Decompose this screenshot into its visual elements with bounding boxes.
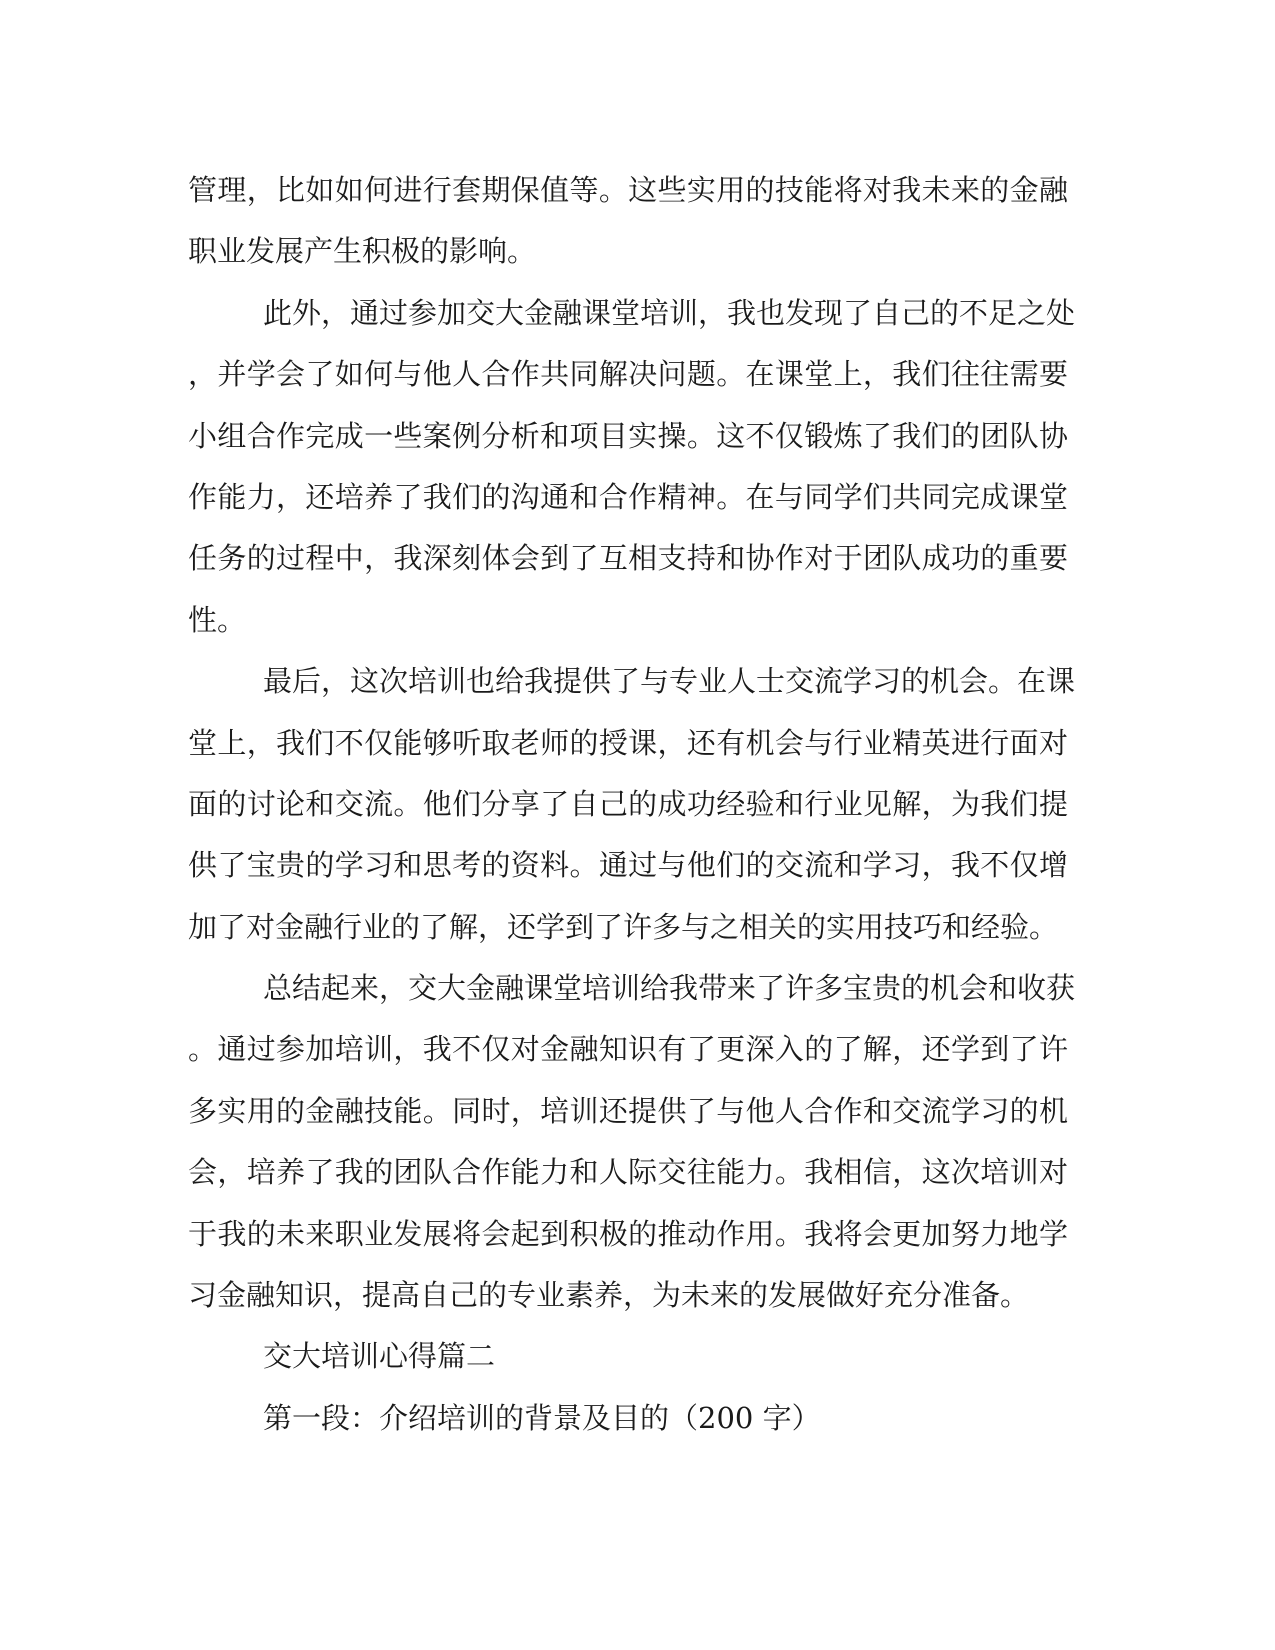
- text-line: 堂上，我们不仅能够听取老师的授课，还有机会与行业精英进行面对: [188, 725, 1068, 760]
- text-line: 性。: [188, 602, 247, 637]
- section-heading: [188, 1326, 1068, 1387]
- paragraph-1: [188, 160, 1068, 283]
- paragraph-3: [188, 651, 1076, 958]
- heading-text: 交大培训心得篇二: [263, 1339, 496, 1374]
- text-line: 多实用的金融技能。同时，培训还提供了与他人合作和交流学习的机: [188, 1093, 1068, 1128]
- subheading-text: 第一段：介绍培训的背景及目的（200 字）: [263, 1400, 821, 1435]
- text-line: 会，培养了我的团队合作能力和人际交往能力。我相信，这次培训对: [188, 1155, 1068, 1190]
- text-line: 作能力，还培养了我们的沟通和合作精神。在与同学们共同完成课堂: [188, 479, 1068, 514]
- text-line: 最后，这次培训也给我提供了与专业人士交流学习的机会。在课: [263, 664, 1076, 699]
- text-line: 管理，比如如何进行套期保值等。这些实用的技能将对我未来的金融: [188, 173, 1068, 207]
- text-line: 。通过参加培训，我不仅对金融知识有了更深入的了解，还学到了许: [188, 1032, 1068, 1067]
- text-line: ，并学会了如何与他人合作共同解决问题。在课堂上，我们往往需要: [188, 357, 1068, 392]
- text-line: 面的讨论和交流。他们分享了自己的成功经验和行业见解，为我们提: [188, 786, 1068, 821]
- section-subheading: [188, 1388, 1068, 1449]
- text-line: 此外，通过参加交大金融课堂培训，我也发现了自己的不足之处: [263, 295, 1076, 330]
- text-line: 供了宝贵的学习和思考的资料。通过与他们的交流和学习，我不仅增: [188, 848, 1068, 883]
- text-line: 于我的未来职业发展将会起到积极的推动作用。我将会更加努力地学: [188, 1216, 1068, 1251]
- text-line: 总结起来，交大金融课堂培训给我带来了许多宝贵的机会和收获: [263, 971, 1076, 1006]
- document-body: [188, 160, 1076, 1449]
- text-line: 职业发展产生积极的影响。: [188, 234, 537, 269]
- text-line: 小组合作完成一些案例分析和项目实操。这不仅锻炼了我们的团队协: [188, 418, 1068, 453]
- text-line: 习金融知识，提高自己的专业素养，为未来的发展做好充分准备。: [188, 1278, 1030, 1313]
- paragraph-2: [188, 283, 1076, 651]
- text-line: 加了对金融行业的了解，还学到了许多与之相关的实用技巧和经验。: [188, 909, 1059, 944]
- paragraph-4: [188, 958, 1076, 1326]
- text-line: 任务的过程中，我深刻体会到了互相支持和协作对于团队成功的重要: [188, 541, 1068, 576]
